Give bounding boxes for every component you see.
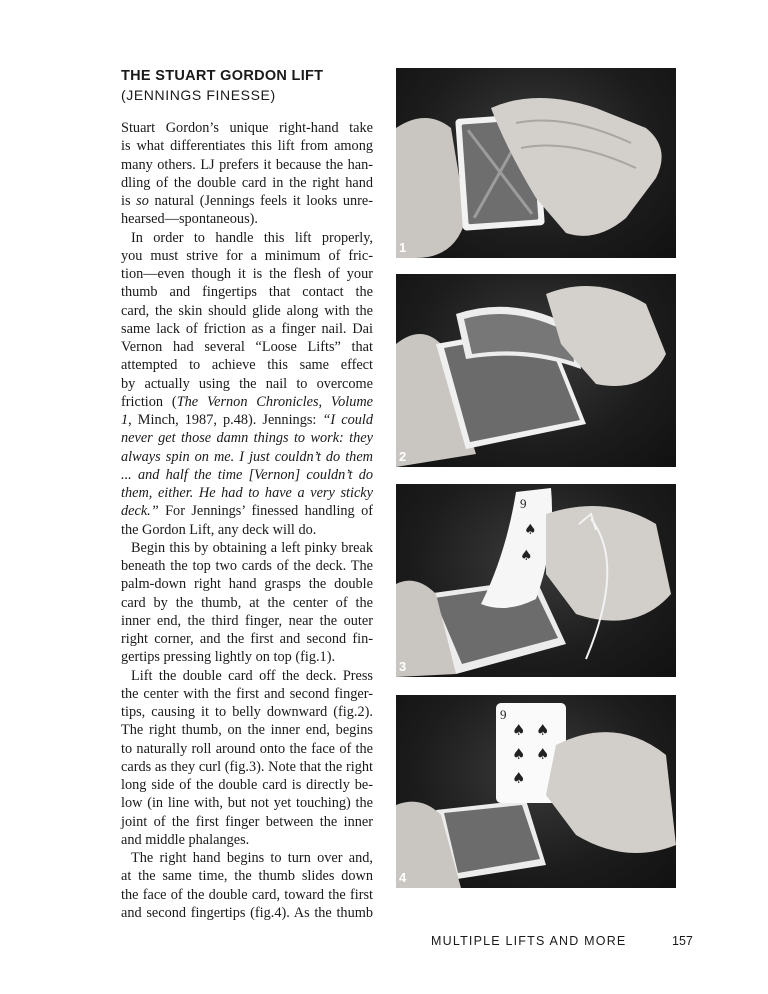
body-text [121,119,373,922]
card-suit-mark: ♠ [512,745,526,763]
page-heading: THE STUART GORDON LIFT [121,68,324,84]
body-text-line: at the same time, the thumb slides down [121,868,373,885]
body-text-line: long side of the double card is directly be- [121,777,373,793]
body-text-line: inner end, the third finger, near the outer [121,612,373,629]
body-text-line: and middle phalanges. [121,831,250,848]
photo-fig1 [396,68,676,258]
body-text-line: dling of the double card in the right hand [121,174,373,191]
body-text-line: ... and half the time [Vernon] couldn’t do [121,466,373,483]
body-text-line: by actually using the nail to overcome [121,375,373,392]
card-suit-mark: ♠ [536,745,550,763]
card-suit-mark: ♠ [520,548,533,564]
body-text-line: deck.” For Jennings’ finessed handling of [121,503,373,520]
body-text-line: them, either. He had to have a very sticky [121,485,373,501]
body-text-line: joint of the first finger between the inner [121,813,373,830]
body-text-line: attempted to achieve this same effect [121,357,373,374]
body-text-line: the center with the first and second finger- [121,685,373,702]
body-text-line: is so natural (Jennings feels it looks unre- [121,193,373,209]
body-text-line: Vernon had several “Loose Lifts” that [121,339,373,355]
body-text-line: palm-down right hand grasps the double [121,576,373,593]
body-text-line: many others. LJ prefers it because the han- [121,156,373,173]
photo-fig2 [396,274,676,467]
body-text-line: cards as they curl (fig.3). Note that the right [121,758,373,775]
card-suit-mark: ♠ [512,769,526,787]
fig4-illustration [396,695,676,888]
fig1-illustration [396,68,676,258]
body-text-line: gertips pressing lightly on top (fig.1). [121,649,336,666]
body-text-line: right corner, and the first and second fin- [121,631,373,647]
body-text-line: is what differentiates this lift from among [121,138,373,155]
card-suit-mark: ♠ [524,522,537,538]
body-text-line: friction (The Vernon Chronicles, Volume [121,393,374,410]
fig2-illustration [396,274,676,467]
figure-number: 4 [399,870,407,885]
body-text-line: The right hand begins to turn over and, [131,850,373,866]
body-text-line: you must strive for a minimum of fric- [121,247,373,264]
body-text-line: In order to handle this lift properly, [131,229,373,246]
figure-number: 2 [399,449,407,464]
body-text-line: Begin this by obtaining a left pinky break [131,539,373,556]
body-text-line: the face of the double card, toward the first [121,886,373,903]
page-subheading: (JENNINGS FINESSE) [121,87,276,103]
body-text-line: to naturally roll around onto the face of the [121,740,373,757]
photo-fig4 [396,695,676,888]
body-text-line: 1, Minch, 1987, p.48). Jennings: “I could [121,412,373,428]
body-text-line: tion—even though it is the flesh of your [121,266,373,282]
body-text-line: never get those damn things to work: they [121,430,373,447]
fig3-illustration [396,484,676,677]
body-text-line: the Gordon Lift, any deck will do. [121,521,317,538]
body-text-line: same lack of friction as a finger nail. Dai [121,320,373,337]
body-text-line: always spin on me. I just couldn’t do them [121,448,373,465]
card-rank: 9 [500,707,507,722]
body-text-line: low (in line with, but not yet touching) the [121,795,373,812]
body-text-line: card, the skin should glide along with the [121,302,373,319]
body-text-line: card by the thumb, at the center of the [121,594,373,611]
figure-number: 3 [399,659,407,674]
card-rank: 9 [520,496,527,511]
body-text-line: thumb and fingertips that contact the [121,284,373,301]
body-text-line: hearsed—spontaneous). [121,211,258,228]
body-text-line: beneath the top two cards of the deck. The [121,558,373,574]
body-text-line: tips, causing it to belly downward (fig.2). [121,704,373,720]
body-text-line: Stuart Gordon’s unique right-hand take [121,120,373,136]
body-text-line: The right thumb, on the inner end, begins [121,722,373,739]
page-number: 157 [672,934,693,948]
body-text-line: Lift the double card off the deck. Press [131,667,373,684]
running-footer-title: MULTIPLE LIFTS AND MORE [431,934,627,948]
figure-number: 1 [399,240,407,255]
photo-fig3 [396,484,676,677]
card-suit-mark: ♠ [512,721,526,739]
card-suit-mark: ♠ [536,721,550,739]
body-text-line: and second fingertips (fig.4). As the thumb [121,904,373,921]
